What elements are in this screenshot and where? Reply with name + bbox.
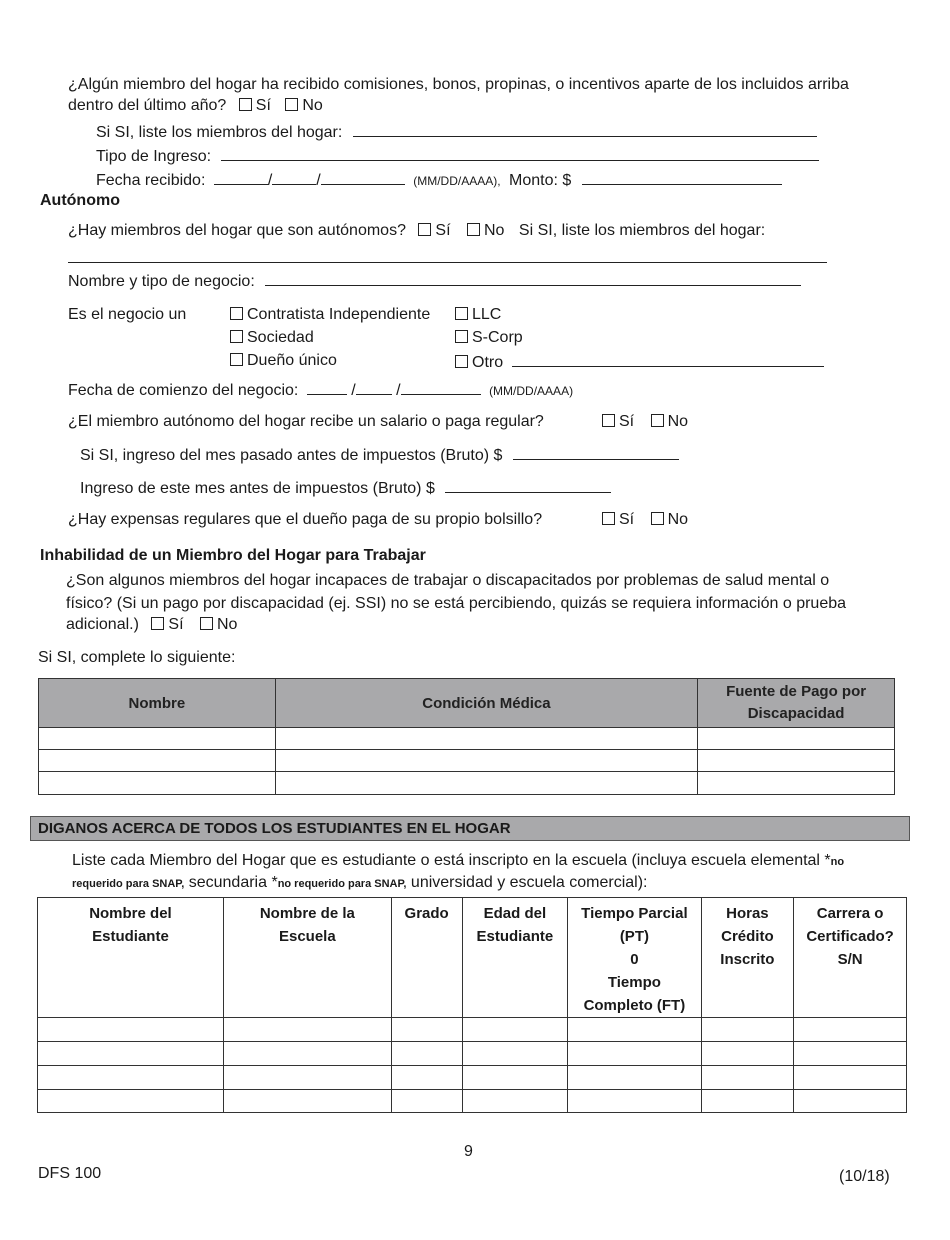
age-cell[interactable] bbox=[462, 1066, 568, 1090]
other-label: Otro bbox=[472, 354, 504, 371]
col-career-line3: S/N bbox=[837, 951, 863, 968]
expenses-question-text: ¿Hay expensas regulares que el dueño paga de su propio bolsillo? bbox=[68, 511, 543, 528]
expenses-no-checkbox[interactable] bbox=[651, 512, 664, 525]
option-other[interactable] bbox=[455, 352, 824, 372]
col-student-age-line1: Edad del bbox=[483, 905, 547, 922]
commissions-no-checkbox[interactable] bbox=[285, 98, 298, 111]
last-month-income-row bbox=[80, 445, 679, 465]
career-cell[interactable] bbox=[794, 1018, 907, 1042]
disability-name-cell[interactable] bbox=[39, 728, 276, 750]
commissions-date-label: Fecha recibido: bbox=[96, 172, 206, 189]
commissions-question-text: dentro del último año? bbox=[68, 97, 227, 114]
students-intro-small2: requerido para SNAP, bbox=[72, 878, 185, 890]
col-pt-line1: Tiempo Parcial bbox=[581, 905, 688, 922]
option-llc[interactable] bbox=[455, 306, 501, 324]
contractor-checkbox[interactable] bbox=[230, 307, 243, 320]
salary-no-checkbox[interactable] bbox=[651, 414, 664, 427]
disability-heading: Inhabilidad de un Miembro del Hogar para Trabajar bbox=[40, 547, 426, 564]
col-payment-source bbox=[698, 679, 895, 728]
commissions-date-year-field[interactable] bbox=[321, 170, 405, 185]
col-school-name-line1: Nombre de la bbox=[259, 905, 355, 922]
disability-source-cell[interactable] bbox=[698, 750, 895, 772]
hours-cell[interactable] bbox=[701, 1042, 794, 1066]
age-cell[interactable] bbox=[462, 1042, 568, 1066]
self-employed-heading: Autónomo bbox=[40, 192, 120, 209]
career-cell[interactable] bbox=[794, 1090, 907, 1113]
business-start-month-field[interactable] bbox=[307, 380, 347, 395]
business-name-row bbox=[68, 271, 801, 291]
hours-cell[interactable] bbox=[701, 1090, 794, 1113]
col-grade: Grado bbox=[391, 898, 462, 1018]
this-month-income-label: Ingreso de este mes antes de impuestos (Bruto) $ bbox=[80, 480, 435, 497]
disability-condition-cell[interactable] bbox=[275, 750, 697, 772]
students-intro-small3: no requerido para SNAP, bbox=[277, 878, 407, 890]
form-revision: (10/18) bbox=[839, 1168, 890, 1185]
salary-no-label: No bbox=[667, 413, 689, 430]
table-row bbox=[39, 772, 895, 795]
self-employed-members-field[interactable] bbox=[68, 248, 827, 263]
salary-yes-checkbox[interactable] bbox=[602, 414, 615, 427]
disability-table bbox=[38, 678, 895, 795]
grade-cell[interactable] bbox=[391, 1042, 462, 1066]
disability-table-header bbox=[39, 679, 895, 728]
scorp-checkbox[interactable] bbox=[455, 330, 468, 343]
commissions-income-type-row bbox=[96, 146, 819, 166]
col-school-name bbox=[223, 898, 391, 1018]
students-intro-line2 bbox=[72, 874, 647, 892]
col-credit-hours bbox=[701, 898, 794, 1018]
this-month-income-row bbox=[80, 478, 611, 498]
disability-question-line2: físico? (Si un pago por discapacidad (ej. SSI) no se está percibiendo, quizás se requiera información o prueba bbox=[66, 595, 847, 612]
disability-no-label: No bbox=[216, 616, 238, 633]
col-part-full-time bbox=[568, 898, 701, 1018]
disability-source-cell[interactable] bbox=[698, 728, 895, 750]
option-scorp[interactable] bbox=[455, 329, 523, 347]
partnership-label: Sociedad bbox=[247, 329, 314, 346]
commissions-date-day-field[interactable] bbox=[272, 170, 316, 185]
disability-yes-label: Sí bbox=[168, 616, 184, 633]
commissions-date-month-field[interactable] bbox=[214, 170, 268, 185]
col-pt-line4: Tiempo bbox=[607, 974, 661, 991]
self-employed-no-label: No bbox=[484, 222, 505, 239]
school-name-cell[interactable] bbox=[223, 1066, 391, 1090]
commissions-date-format: (MM/DD/AAAA), bbox=[413, 174, 501, 188]
col-career-line2: Certificado? bbox=[806, 928, 894, 945]
sole-owner-label: Dueño único bbox=[247, 352, 337, 369]
student-name-cell[interactable] bbox=[38, 1018, 224, 1042]
self-employed-question: ¿Hay miembros del hogar que son autónomos? bbox=[68, 222, 406, 239]
business-start-label: Fecha de comienzo del negocio: bbox=[68, 382, 299, 399]
table-row bbox=[38, 1090, 907, 1113]
commissions-question-line2 bbox=[68, 97, 323, 115]
contractor-label: Contratista Independiente bbox=[247, 306, 431, 323]
salary-answer bbox=[602, 413, 688, 431]
col-payment-source-line1: Fuente de Pago por bbox=[726, 683, 867, 700]
commissions-amount-label: Monto: $ bbox=[509, 172, 572, 189]
students-intro-c: universidad y escuela comercial): bbox=[410, 874, 648, 891]
col-pt-line3: 0 bbox=[630, 951, 639, 968]
option-partnership[interactable] bbox=[230, 329, 314, 347]
option-sole-owner[interactable] bbox=[230, 352, 337, 370]
commissions-no-label: No bbox=[302, 97, 323, 114]
disability-question-text: adicional.) bbox=[66, 616, 139, 633]
grade-cell[interactable] bbox=[391, 1066, 462, 1090]
col-name: Nombre bbox=[39, 679, 276, 728]
other-field[interactable] bbox=[512, 352, 824, 367]
age-cell[interactable] bbox=[462, 1090, 568, 1113]
self-employed-list-label: Si SI, liste los miembros del hogar: bbox=[518, 222, 766, 239]
disability-complete-label: Si SI, complete lo siguiente: bbox=[38, 649, 236, 666]
hours-cell[interactable] bbox=[701, 1018, 794, 1042]
self-employed-question-row bbox=[68, 222, 765, 240]
table-row bbox=[38, 1042, 907, 1066]
expenses-yes-checkbox[interactable] bbox=[602, 512, 615, 525]
table-row bbox=[38, 1066, 907, 1090]
pt-ft-cell[interactable] bbox=[568, 1066, 701, 1090]
disability-question-line3 bbox=[66, 616, 237, 634]
col-pt-line2: (PT) bbox=[619, 928, 649, 945]
llc-label: LLC bbox=[472, 306, 502, 323]
business-start-row: Fecha de comienzo del negocio: / / (MM/DD/AAAA) bbox=[68, 382, 574, 399]
col-pt-line5: Completo (FT) bbox=[583, 997, 686, 1014]
col-school-name-line2: Escuela bbox=[278, 928, 336, 945]
commissions-yes-label: Sí bbox=[255, 97, 271, 114]
commissions-income-type-label: Tipo de Ingreso: bbox=[96, 148, 212, 165]
expenses-yes-label: Sí bbox=[619, 511, 635, 528]
table-row bbox=[39, 728, 895, 750]
table-row bbox=[38, 1018, 907, 1042]
grade-cell[interactable] bbox=[391, 1090, 462, 1113]
pt-ft-cell[interactable] bbox=[568, 1090, 701, 1113]
other-checkbox[interactable] bbox=[455, 355, 468, 368]
disability-yes-checkbox[interactable] bbox=[151, 617, 164, 630]
sole-owner-checkbox[interactable] bbox=[230, 353, 243, 366]
last-month-income-label: Si SI, ingreso del mes pasado antes de impuestos (Bruto) $ bbox=[80, 447, 503, 464]
hours-cell[interactable] bbox=[701, 1066, 794, 1090]
students-section-bar: DIGANOS ACERCA DE TODOS LOS ESTUDIANTES EN EL HOGAR bbox=[30, 816, 910, 841]
students-intro-line1 bbox=[72, 852, 844, 870]
business-start-day-field[interactable] bbox=[356, 380, 392, 395]
col-career-line1: Carrera o bbox=[816, 905, 884, 922]
col-career-certificate bbox=[794, 898, 907, 1018]
llc-checkbox[interactable] bbox=[455, 307, 468, 320]
student-name-cell[interactable] bbox=[38, 1042, 224, 1066]
business-start-year-field[interactable] bbox=[401, 380, 481, 395]
commissions-date-row: Fecha recibido: / / (MM/DD/AAAA), Monto: $ bbox=[96, 170, 782, 190]
self-employed-yes-checkbox[interactable] bbox=[418, 223, 431, 236]
age-cell[interactable] bbox=[462, 1018, 568, 1042]
col-hours-line2: Crédito bbox=[721, 928, 774, 945]
commissions-income-type-field[interactable] bbox=[221, 146, 819, 161]
col-student-name bbox=[38, 898, 224, 1018]
page-number: 9 bbox=[464, 1143, 473, 1160]
students-table bbox=[37, 897, 907, 1113]
disability-name-cell[interactable] bbox=[39, 772, 276, 795]
school-name-cell[interactable] bbox=[223, 1042, 391, 1066]
students-table-header bbox=[38, 898, 907, 1018]
table-row bbox=[39, 750, 895, 772]
form-id: DFS 100 bbox=[38, 1165, 102, 1182]
business-type-label: Es el negocio un bbox=[68, 306, 187, 323]
commissions-members-field[interactable] bbox=[353, 122, 817, 137]
commissions-members-label: Si SI, liste los miembros del hogar: bbox=[96, 124, 343, 141]
col-student-name-line2: Estudiante bbox=[92, 928, 169, 945]
grade-cell[interactable] bbox=[391, 1018, 462, 1042]
salary-question-text: ¿El miembro autónomo del hogar recibe un salario o paga regular? bbox=[68, 413, 544, 430]
business-start-format: (MM/DD/AAAA) bbox=[489, 384, 574, 398]
col-condition: Condición Médica bbox=[275, 679, 697, 728]
students-intro-a: Liste cada Miembro del Hogar que es estudiante o está inscripto en la escuela (incluya escuela elemental * bbox=[72, 852, 831, 869]
col-hours-line3: Inscrito bbox=[720, 951, 775, 968]
student-name-cell[interactable] bbox=[38, 1090, 224, 1113]
last-month-income-field[interactable] bbox=[513, 445, 679, 460]
business-name-label: Nombre y tipo de negocio: bbox=[68, 273, 255, 290]
col-hours-line1: Horas bbox=[726, 905, 769, 922]
commissions-members-row bbox=[96, 122, 817, 142]
pt-ft-cell[interactable] bbox=[568, 1042, 701, 1066]
expenses-answer bbox=[602, 511, 688, 529]
disability-no-checkbox[interactable] bbox=[200, 617, 213, 630]
col-student-name-line1: Nombre del bbox=[89, 905, 172, 922]
this-month-income-field[interactable] bbox=[445, 478, 611, 493]
students-intro-small1: no bbox=[830, 856, 845, 868]
commissions-amount-field[interactable] bbox=[582, 170, 782, 185]
pt-ft-cell[interactable] bbox=[568, 1018, 701, 1042]
disability-name-cell[interactable] bbox=[39, 750, 276, 772]
business-name-field[interactable] bbox=[265, 271, 801, 286]
salary-yes-label: Sí bbox=[619, 413, 635, 430]
disability-condition-cell[interactable] bbox=[275, 728, 697, 750]
commissions-yes-checkbox[interactable] bbox=[239, 98, 252, 111]
school-name-cell[interactable] bbox=[223, 1090, 391, 1113]
students-intro-b: secundaria * bbox=[188, 874, 278, 891]
partnership-checkbox[interactable] bbox=[230, 330, 243, 343]
self-employed-no-checkbox[interactable] bbox=[467, 223, 480, 236]
disability-condition-cell[interactable] bbox=[275, 772, 697, 795]
commissions-question-line1: ¿Algún miembro del hogar ha recibido comisiones, bonos, propinas, o incentivos aparte de los incluidos arriba bbox=[68, 76, 849, 93]
expenses-no-label: No bbox=[667, 511, 689, 528]
col-student-age bbox=[462, 898, 568, 1018]
career-cell[interactable] bbox=[794, 1066, 907, 1090]
col-payment-source-line2: Discapacidad bbox=[747, 705, 845, 722]
col-student-age-line2: Estudiante bbox=[476, 928, 554, 945]
self-employed-yes-label: Sí bbox=[435, 222, 451, 239]
option-contractor[interactable] bbox=[230, 306, 430, 324]
school-name-cell[interactable] bbox=[223, 1018, 391, 1042]
scorp-label: S-Corp bbox=[472, 329, 523, 346]
career-cell[interactable] bbox=[794, 1042, 907, 1066]
disability-source-cell[interactable] bbox=[698, 772, 895, 795]
disability-question-line1: ¿Son algunos miembros del hogar incapaces de trabajar o discapacitados por problemas de salud mental o bbox=[66, 572, 830, 589]
student-name-cell[interactable] bbox=[38, 1066, 224, 1090]
